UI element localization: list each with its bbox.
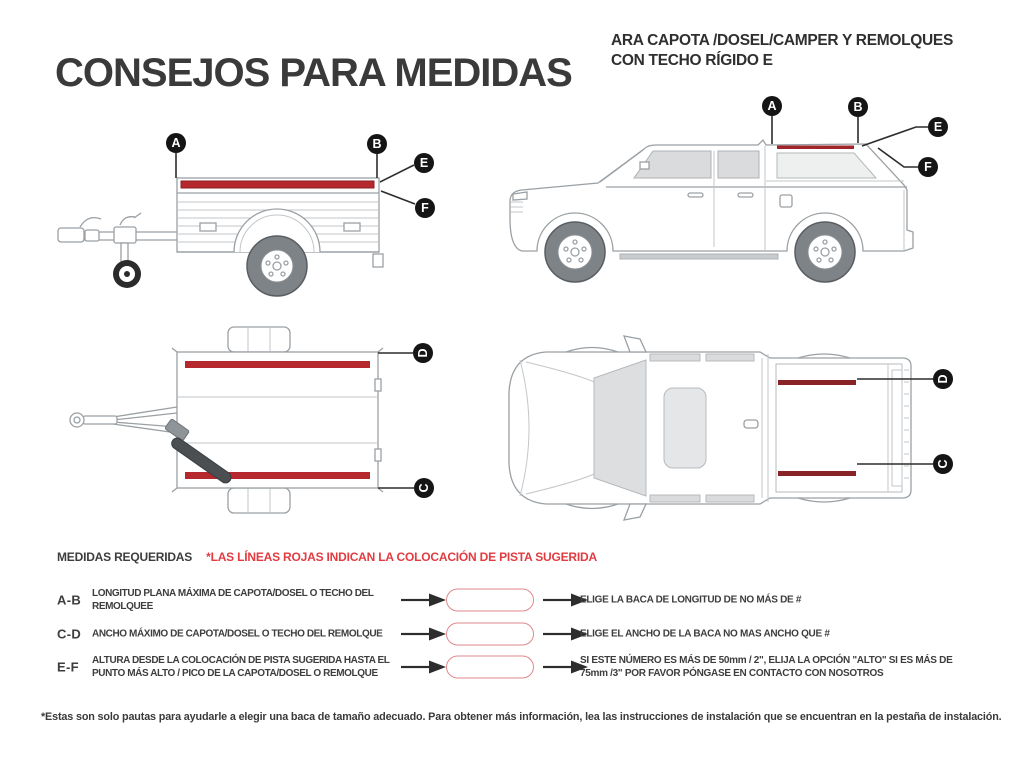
trailer-top-view	[55, 325, 455, 525]
measure-code: C-D	[57, 626, 82, 642]
front-wheel	[545, 222, 605, 282]
footnote: *Estas son solo pautas para ayudarle a elegir una baca de tamaño adecuado. Para obtener más información, lea las instrucciones de instalación que se encuentran en la pestaña de instalación.	[41, 710, 1002, 723]
measures-heading: MEDIDAS REQUERIDAS	[57, 550, 193, 564]
side-mirror	[640, 162, 649, 169]
running-board	[620, 254, 778, 259]
suggested-track-line-red	[777, 146, 854, 150]
trailer-side-view	[50, 105, 450, 315]
measure-result: ELIGE LA BACA DE LONGITUD DE NO MÁS DE #	[580, 594, 802, 606]
measurement-entry-pill	[446, 589, 534, 612]
truck-side-illustration	[480, 90, 1000, 310]
measurement-entry-pill	[446, 656, 534, 679]
right-mirror	[624, 504, 646, 520]
measure-row-ab	[0, 581, 1024, 619]
arrow-right-icon	[401, 661, 447, 674]
measure-code: E-F	[57, 659, 79, 675]
measure-result: SI ESTE NÚMERO ES MÁS DE 50mm / 2", ELIJA LA OPCIÓN "ALTO" SI ES MÁS DE 75mm /3" POR FAVOR PÓNGASE EN CONTACTO CON NOSOTROS	[580, 655, 953, 679]
measure-code: A-B	[57, 592, 82, 608]
label-badge-e: E	[414, 153, 434, 173]
trailer-fender-top	[228, 327, 290, 352]
label-badge-d: D	[933, 369, 953, 389]
label-badge-c: C	[414, 478, 434, 498]
suggested-track-line-red	[181, 181, 374, 188]
truck-side-view	[480, 90, 1000, 310]
label-badge-b: B	[848, 97, 868, 117]
trailer-top-illustration	[55, 325, 455, 525]
page-subtitle	[611, 31, 953, 71]
trailer-side-illustration	[50, 105, 450, 315]
label-badge-f: F	[918, 157, 938, 177]
rear-wheel	[795, 222, 855, 282]
label-badge-a: A	[166, 133, 186, 153]
subtitle-line-2: CON TECHO RÍGIDO E	[611, 52, 773, 69]
label-badge-f: F	[415, 198, 435, 218]
label-badge-b: B	[367, 134, 387, 154]
measure-row-cd	[0, 619, 1024, 649]
sunroof	[664, 388, 706, 468]
windshield	[594, 360, 646, 496]
measure-row-ef	[0, 646, 1024, 688]
label-badge-c: C	[933, 454, 953, 474]
measurement-entry-pill	[446, 623, 534, 646]
left-mirror	[624, 336, 646, 352]
trailer-hitch-coupler	[58, 228, 84, 242]
measure-description: ANCHO MÁXIMO DE CAPOTA/DOSEL O TECHO DEL REMOLQUE	[92, 628, 383, 640]
suggested-track-line-red-top	[185, 361, 370, 368]
measure-description: LONGITUD PLANA MÁXIMA DE CAPOTA/DOSEL O TECHO DEL REMOLQUEE	[92, 588, 374, 612]
truck-top-view	[480, 330, 960, 530]
truck-top-illustration	[480, 330, 960, 530]
label-badge-e: E	[928, 117, 948, 137]
measures-heading-row	[57, 550, 597, 564]
arrow-right-icon	[401, 628, 447, 641]
subtitle-line-1: ARA CAPOTA /DOSEL/CAMPER Y REMOLQUES	[611, 32, 953, 49]
callout-lines	[378, 353, 414, 488]
arrow-right-icon	[401, 594, 447, 607]
rear-door-window	[718, 151, 759, 178]
trailer-fender-bottom	[228, 488, 290, 513]
label-badge-d: D	[413, 343, 433, 363]
red-lines-note: *LAS LÍNEAS ROJAS INDICAN LA COLOCACIÓN DE PISTA SUGERIDA	[206, 550, 597, 564]
page-title: CONSEJOS PARA MEDIDAS	[55, 50, 572, 95]
suggested-track-line-red-bottom	[778, 471, 856, 476]
measure-description: ALTURA DESDE LA COLOCACIÓN DE PISTA SUGERIDA HASTA EL PUNTO MÁS ALTO / PICO DE LA CAPOTA/DOSEL O REMOLQUE	[92, 655, 390, 679]
measure-result: ELIGE EL ANCHO DE LA BACA NO MAS ANCHO QUE #	[580, 628, 830, 640]
label-badge-a: A	[762, 96, 782, 116]
suggested-track-line-red-top	[778, 380, 856, 385]
